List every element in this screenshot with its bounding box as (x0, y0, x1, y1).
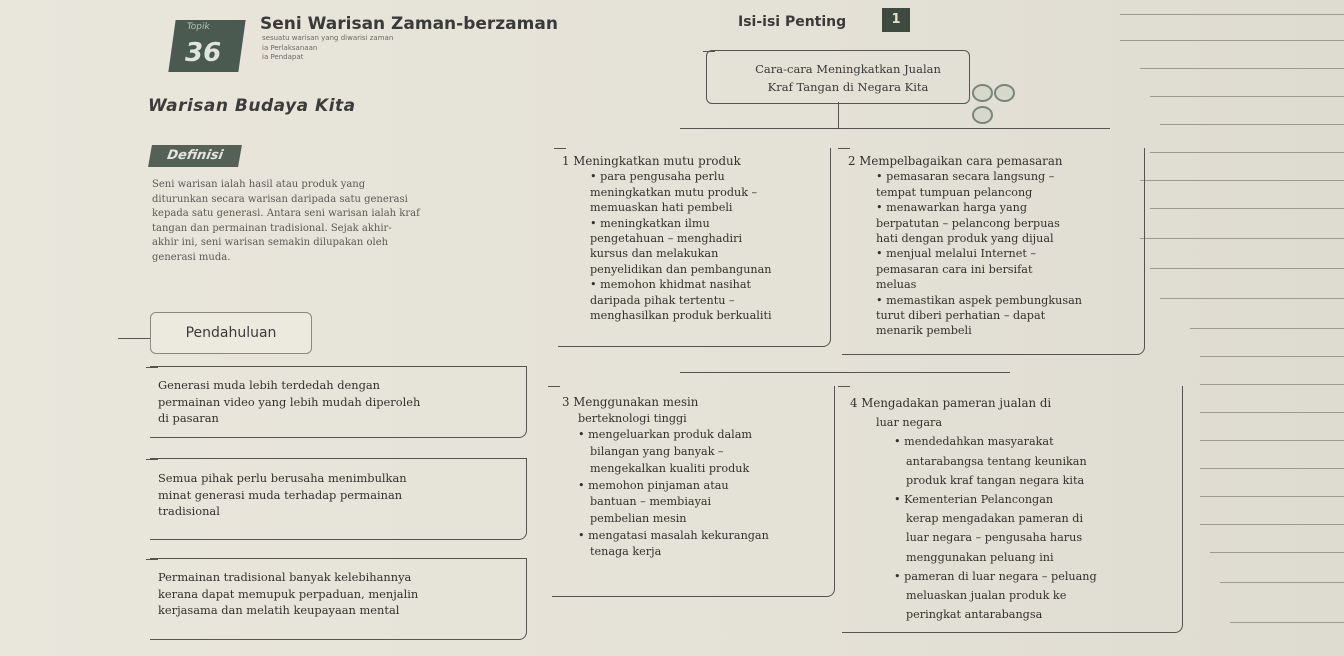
ruled-line (1120, 14, 1344, 15)
point-line: • mendedahkan masyarakat (850, 432, 1180, 451)
ruled-line (1140, 238, 1344, 239)
point-line: pemasaran cara ini bersifat (876, 262, 1033, 276)
point-line: • meningkatkan ilmu (562, 216, 830, 231)
ruled-line (1140, 68, 1344, 69)
point-4 (850, 394, 1180, 624)
point-line: • memastikan aspek pembungkusan (848, 293, 1144, 308)
pendahuluan-paragraph (158, 569, 528, 619)
ruled-line (1200, 384, 1344, 385)
point-line: luar negara (876, 416, 943, 430)
connector-line (680, 372, 1010, 373)
point-line: meningkatkan mutu produk – (590, 185, 758, 199)
ruled-line (1150, 268, 1344, 269)
pendahuluan-paragraph (158, 377, 528, 427)
point-line: memuaskan hati pembeli (590, 201, 733, 215)
ruled-line (1200, 440, 1344, 441)
paragraph-line: permainan video yang lebih mudah diperoleh (158, 394, 421, 409)
connector-line (118, 338, 150, 339)
isi-number: 1 (882, 8, 910, 32)
point-line: • menjual melalui Internet – (848, 246, 1144, 261)
paragraph-line: di pasaran (158, 411, 219, 425)
page-subtitle: Warisan Budaya Kita (148, 96, 356, 116)
paragraph-line: kerana dapat memupuk perpaduan, menjalin (158, 586, 419, 601)
point-line: • para pengusaha perlu (562, 169, 830, 184)
ruled-line (1220, 582, 1344, 583)
topic-badge (168, 20, 245, 72)
ruled-line (1210, 552, 1344, 553)
page-title: Seni Warisan Zaman-berzaman (260, 14, 558, 34)
point-line: tempat tumpuan pelancong (876, 185, 1033, 199)
point-line: daripada pihak tertentu – (590, 293, 735, 307)
point-line: berpatutan – pelancong berpuas (876, 216, 1060, 230)
ruled-line (1150, 208, 1344, 209)
main-question (720, 60, 976, 96)
definisi-line: akhir ini, seni warisan semakin dilupakan oleh (152, 237, 389, 249)
pendahuluan-label: Pendahuluan (150, 312, 312, 354)
point-line: mengekalkan kualiti produk (590, 461, 750, 475)
paragraph-line: kerjasama dan melatih keupayaan mental (158, 603, 400, 617)
point-2 (848, 154, 1144, 339)
paragraph-line: minat generasi muda terhadap permainan (158, 487, 403, 502)
connector-line (838, 102, 839, 128)
point-line: pembelian mesin (590, 511, 687, 525)
decorative-ovals (972, 84, 1036, 102)
definisi-line: tangan dan permainan tradisional. Sejak akhir- (152, 222, 392, 234)
point-line: kerap mengadakan pameran di (906, 512, 1084, 526)
ruled-line (1200, 468, 1344, 469)
ruled-line (1160, 124, 1344, 125)
point-line: peringkat antarabangsa (906, 608, 1043, 622)
topic-number: 36 (185, 38, 222, 68)
point-3 (562, 394, 834, 561)
paragraph-line: Permainan tradisional banyak kelebihannya (158, 570, 412, 584)
definisi-text (152, 178, 537, 266)
ruled-line (1200, 412, 1344, 413)
ruled-line (1140, 180, 1344, 181)
ruled-line (1200, 356, 1344, 357)
point-line: • menawarkan harga yang (848, 200, 1144, 215)
point-line: bilangan yang banyak – (590, 445, 724, 459)
ruled-line (1200, 496, 1344, 497)
point-line: penyelidikan dan pembangunan (590, 262, 772, 276)
paragraph-line: Generasi muda lebih terdedah dengan (158, 378, 381, 392)
point-line: menarik pembeli (876, 324, 972, 338)
point-line: • pemasaran secara langsung – (848, 169, 1144, 184)
point-line: luar negara – pengusaha harus (906, 531, 1083, 545)
paragraph-line: Semua pihak perlu berusaha menimbulkan (158, 471, 407, 485)
definisi-line: Seni warisan ialah hasil atau produk yang (152, 179, 366, 190)
point-line: antarabangsa tentang keunikan (906, 454, 1087, 468)
point-line: meluas (876, 278, 917, 292)
ruled-line (1190, 328, 1344, 329)
point-line: tenaga kerja (590, 545, 662, 559)
point-heading: 1 Meningkatkan mutu produk (562, 154, 741, 168)
point-line: • memohon pinjaman atau (562, 478, 834, 495)
point-heading: 2 Mempelbagaikan cara pemasaran (848, 154, 1063, 168)
point-line: hati dengan produk yang dijual (876, 232, 1054, 246)
point-line: pengetahuan – menghadiri (590, 232, 743, 246)
point-line: meluaskan jualan produk ke (906, 589, 1067, 603)
paragraph-line: tradisional (158, 504, 220, 518)
point-line: • memohon khidmat nasihat (562, 277, 830, 292)
ruled-line (1160, 298, 1344, 299)
point-line: menghasilkan produk berkualiti (590, 309, 772, 323)
point-line: • mengatasi masalah kekurangan (562, 528, 834, 545)
ruled-line (1200, 524, 1344, 525)
definisi-label: Definisi (148, 145, 242, 167)
topic-badge-label: Topik (185, 22, 211, 32)
definisi-line: kepada satu generasi. Antara seni warisan ialah kraf (152, 208, 420, 220)
ruled-line (1150, 152, 1344, 153)
ruled-line (1230, 622, 1344, 623)
point-line: menggunakan peluang ini (906, 550, 1054, 564)
pendahuluan-paragraph (158, 470, 528, 520)
point-line: • mengeluarkan produk dalam (562, 427, 834, 444)
point-line: turut diberi perhatian – dapat (876, 309, 1046, 323)
point-line: berteknologi tinggi (578, 411, 687, 425)
connector-line (680, 128, 1110, 129)
point-line: produk kraf tangan negara kita (906, 473, 1085, 487)
point-1 (562, 154, 830, 323)
title-note: ia Pendapat (262, 53, 304, 61)
point-heading: 3 Menggunakan mesin (562, 395, 699, 409)
definisi-line: generasi muda. (152, 251, 231, 263)
ruled-line (1150, 96, 1344, 97)
point-line: • Kementerian Pelancongan (850, 490, 1180, 509)
point-line: kursus dan melakukan (590, 247, 719, 261)
title-note: sesuatu warisan yang diwarisi zaman (262, 34, 394, 42)
main-question-line: Cara-cara Meningkatkan Jualan (755, 62, 941, 76)
title-note: ia Perlaksanaan (262, 44, 318, 52)
definisi-line: diturunkan secara warisan daripada satu generasi (152, 193, 408, 205)
point-line: • pameran di luar negara – peluang (850, 567, 1180, 586)
main-question-line: Kraf Tangan di Negara Kita (767, 80, 929, 94)
point-line: bantuan – membiayai (590, 495, 712, 509)
isi-label: Isi-isi Penting (738, 14, 847, 30)
point-heading: 4 Mengadakan pameran jualan di (850, 396, 1052, 410)
ruled-line (1120, 40, 1344, 41)
